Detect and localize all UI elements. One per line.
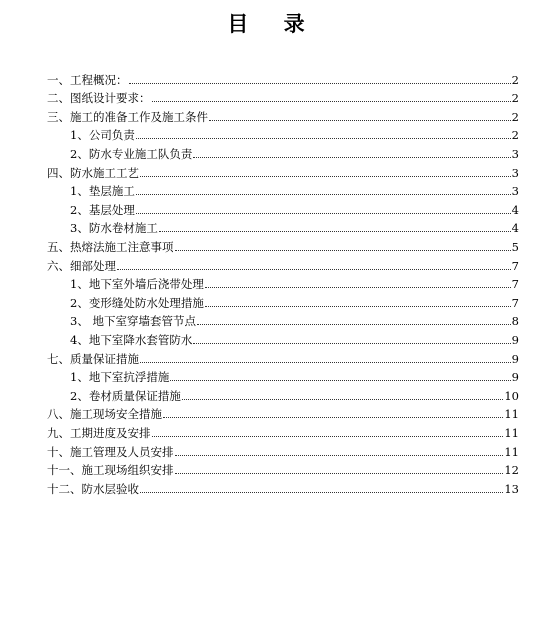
toc-entry-page-number: 2: [511, 91, 519, 106]
toc-entry-page-number: 11: [504, 425, 519, 440]
toc-entry-label: 三、施工的准备工作及施工条件: [47, 109, 208, 124]
toc-entry-label: 1、地下室抗浮措施: [70, 370, 170, 385]
toc-dot-leader: [117, 269, 511, 270]
toc-entry-label: 六、细部处理: [47, 258, 116, 273]
toc-entry-page-number: 7: [511, 295, 519, 310]
toc-entry-page-number: 5: [511, 239, 519, 254]
toc-entry-label: 十二、防水层验收: [47, 481, 139, 496]
toc-entry[interactable]: [47, 459, 519, 478]
toc-dot-leader: [163, 417, 503, 418]
toc-dot-leader: [140, 176, 511, 177]
toc-dot-leader: [136, 213, 511, 214]
toc-dot-leader: [136, 138, 511, 139]
toc-entry[interactable]: [47, 477, 519, 496]
toc-entry[interactable]: [47, 105, 519, 124]
toc-entry-page-number: 4: [511, 221, 519, 236]
toc-entry[interactable]: [47, 403, 519, 422]
toc-dot-leader: [140, 492, 503, 493]
toc-entry-label: 2、基层处理: [70, 202, 135, 217]
toc-entry[interactable]: [70, 180, 519, 199]
toc-entry-label: 八、施工现场安全措施: [47, 407, 162, 422]
toc-entry[interactable]: [47, 254, 519, 273]
toc-entry[interactable]: [70, 328, 519, 347]
toc-entry-page-number: 4: [511, 202, 519, 217]
toc-entry-page-number: 7: [511, 258, 519, 273]
toc-entry-label: 七、质量保证措施: [47, 351, 139, 366]
toc-entry-label: 2、卷材质量保证措施: [70, 388, 181, 403]
toc-entry[interactable]: [47, 87, 519, 106]
toc-dot-leader: [136, 194, 511, 195]
toc-entry[interactable]: [47, 421, 519, 440]
toc-entry-label: 五、热熔法施工注意事项: [47, 239, 174, 254]
toc-dot-leader: [159, 231, 511, 232]
toc-entry-page-number: 3: [511, 146, 519, 161]
toc-entry[interactable]: [70, 124, 519, 143]
toc-dot-leader: [209, 120, 511, 121]
toc-entry-page-number: 8: [511, 314, 519, 329]
toc-entry-label: 十一、施工现场组织安排: [47, 463, 174, 478]
page-title: 目 录: [227, 11, 319, 36]
toc-entry-page-number: 11: [504, 444, 519, 459]
toc-entry-label: 4、地下室降水套管防水: [70, 332, 193, 347]
toc-entry-page-number: 2: [511, 109, 519, 124]
toc-entry-label: 1、垫层施工: [70, 184, 135, 199]
toc-entry-label: 3、 地下室穿墙套管节点: [70, 314, 196, 329]
toc-entry-label: 1、地下室外墙后浇带处理: [70, 277, 204, 292]
toc-entry[interactable]: [70, 384, 519, 403]
toc-dot-leader: [175, 473, 504, 474]
toc-entry[interactable]: [47, 347, 519, 366]
toc-entry[interactable]: [70, 198, 519, 217]
toc-entry-page-number: 12: [504, 463, 519, 478]
toc-entry-page-number: 9: [511, 370, 519, 385]
toc-entry-page-number: 11: [504, 407, 519, 422]
toc-entry[interactable]: [47, 235, 519, 254]
toc-dot-leader: [193, 343, 510, 344]
toc-entry[interactable]: [70, 291, 519, 310]
toc-entry-label: 2、防水专业施工队负责: [70, 146, 193, 161]
toc-entry[interactable]: [70, 142, 519, 161]
toc-entry-page-number: 2: [511, 128, 519, 143]
toc-entry-page-number: 3: [511, 165, 519, 180]
toc-dot-leader: [205, 287, 511, 288]
toc-dot-leader: [152, 101, 511, 102]
toc-dot-leader: [182, 399, 504, 400]
toc-entry[interactable]: [47, 440, 519, 459]
toc-dot-leader: [197, 324, 511, 325]
toc-dot-leader: [170, 380, 510, 381]
toc-entry-label: 1、公司负责: [70, 128, 135, 143]
toc-dot-leader: [152, 436, 504, 437]
toc-dot-leader: [193, 157, 510, 158]
toc-entry-label: 一、工程概况：: [47, 72, 128, 87]
toc-entry[interactable]: [47, 68, 519, 87]
toc-entry-label: 九、工期进度及安排: [47, 425, 151, 440]
toc-dot-leader: [205, 306, 511, 307]
toc-entry-page-number: 9: [511, 351, 519, 366]
toc-entry-page-number: 10: [504, 388, 519, 403]
toc-dot-leader: [175, 455, 504, 456]
toc-entry-label: 十、施工管理及人员安排: [47, 444, 174, 459]
toc-entry-label: 四、防水施工工艺: [47, 165, 139, 180]
toc-entry[interactable]: [70, 310, 519, 329]
toc-dot-leader: [129, 83, 511, 84]
toc-entry-page-number: 9: [511, 332, 519, 347]
toc-dot-leader: [140, 362, 511, 363]
toc-entry[interactable]: [70, 273, 519, 292]
toc-entry[interactable]: [47, 161, 519, 180]
toc-entry-page-number: 7: [511, 277, 519, 292]
toc-entry-label: 2、变形缝处防水处理措施: [70, 295, 204, 310]
toc-entry-page-number: 2: [511, 72, 519, 87]
toc-entry-label: 3、防水卷材施工: [70, 221, 158, 236]
toc-entry[interactable]: [70, 217, 519, 236]
toc-entry[interactable]: [70, 366, 519, 385]
toc-dot-leader: [175, 250, 511, 251]
toc-entry-label: 二、图纸设计要求：: [47, 91, 151, 106]
toc-entry-page-number: 13: [504, 481, 519, 496]
toc-entry-page-number: 3: [511, 184, 519, 199]
